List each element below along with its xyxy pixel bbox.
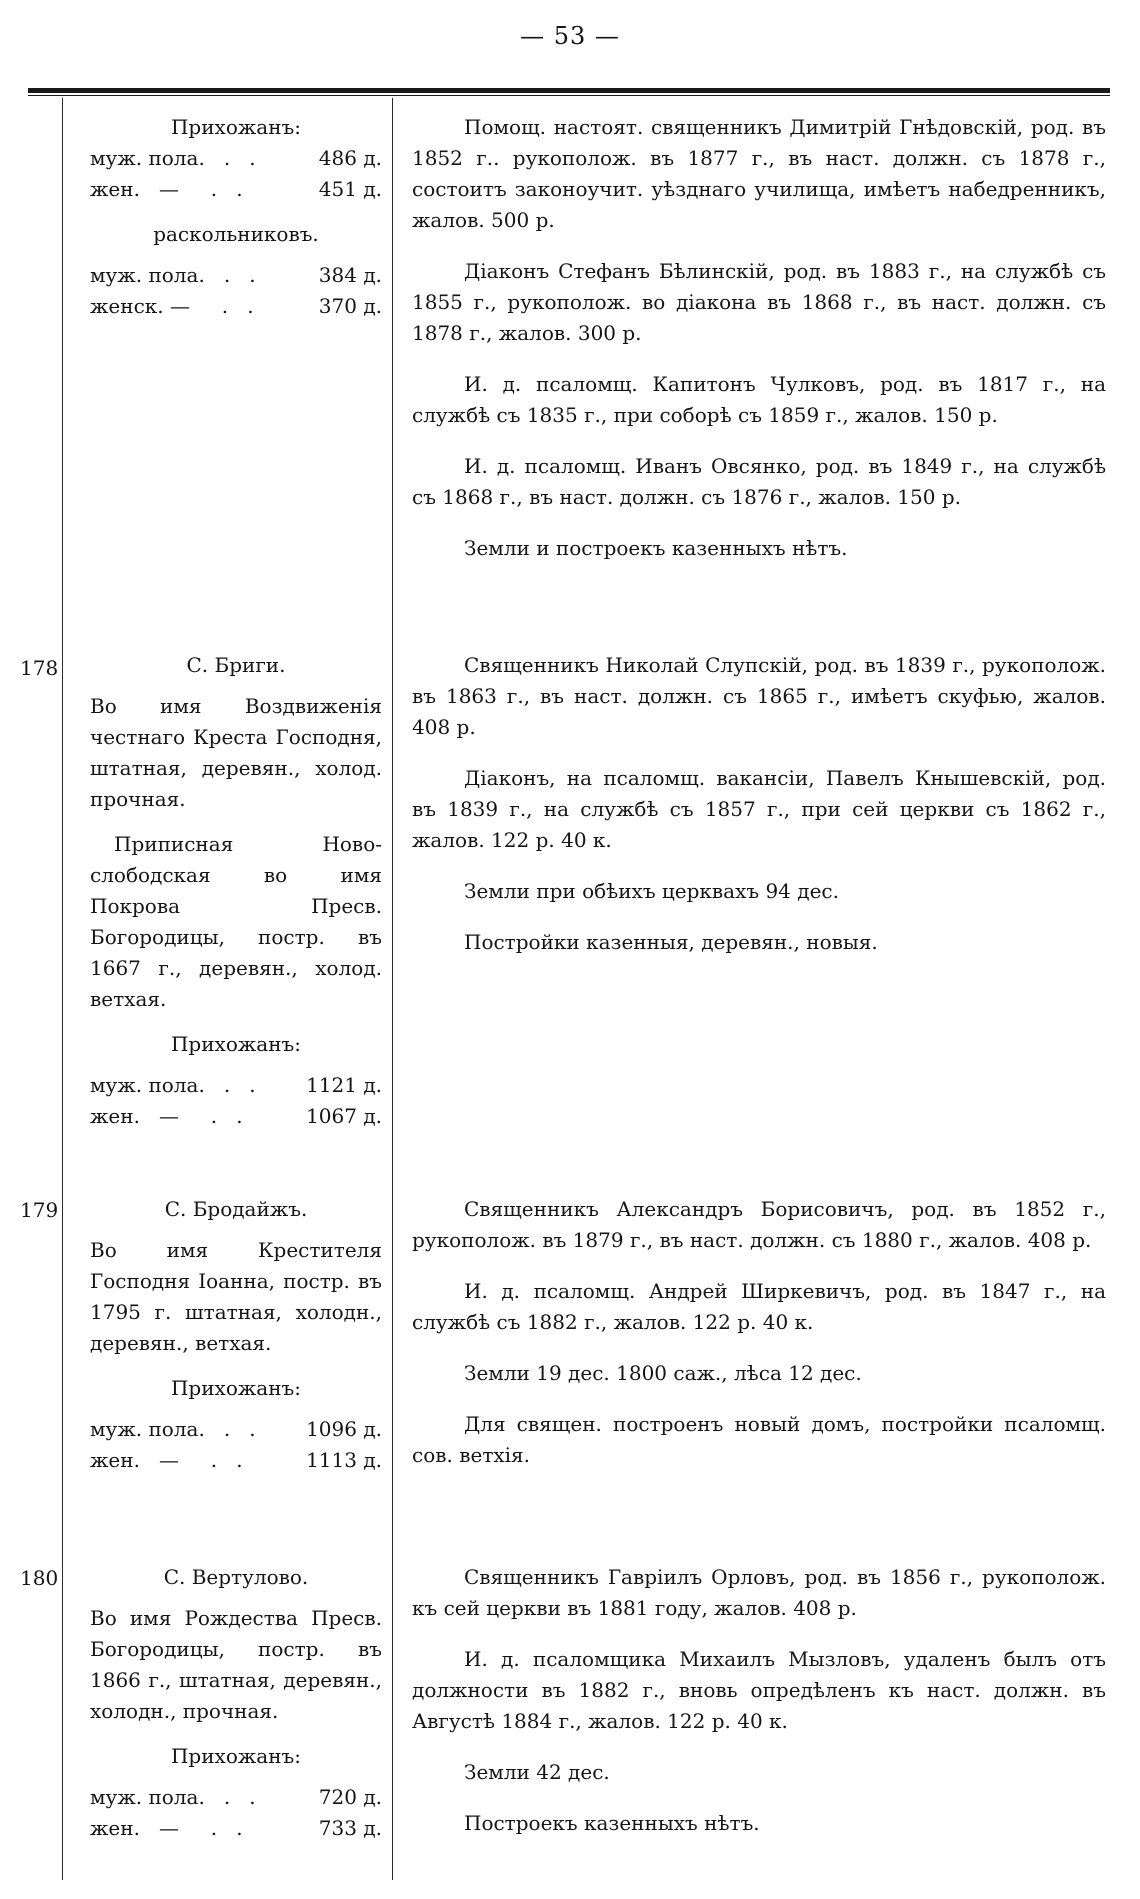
male-label: муж. пола. . . [90, 146, 256, 170]
clergy-paragraph: Священникъ Александръ Борисовичъ, род. въ 1852 г., рукополож. въ 1879 г., въ наст. должн. съ 1880 г., жалов. 408 р. [412, 1197, 1106, 1252]
church-description: Во имя Воздвиженія честнаго Креста Господня, штатная, деревян., холод. прочная. [90, 694, 382, 811]
schismatic-female-row [90, 291, 382, 322]
female-count-row [90, 1813, 382, 1844]
female-label: жен. — . . [90, 1816, 243, 1840]
male-count: 486 д. [318, 146, 382, 170]
clergy-paragraph: Помощ. настоят. священникъ Димитрій Гнѣдовскій, род. въ 1852 г.. рукополож. въ 1877 г., въ наст. должн. съ 1878 г., состоитъ законоучит. уѣзднаго училища, имѣетъ набедренникъ, жалов. 500 р. [412, 115, 1106, 232]
property-paragraph: Земли 42 дес. [464, 1760, 610, 1784]
schismatic-female-count: 370 д. [318, 294, 382, 318]
entry-180-left [90, 1562, 382, 1844]
village-name: С. Вертулово. [163, 1565, 309, 1589]
property-paragraph: Земли при обѣихъ церквахъ 94 дес. [464, 879, 839, 903]
female-count-row [90, 1445, 382, 1476]
male-count-row [90, 1414, 382, 1445]
property-paragraph: Постройки казенныя, деревян., новыя. [464, 930, 878, 954]
clergy-paragraph: Священникъ Гавріилъ Орловъ, род. въ 1856 г., рукополож. къ сей церкви въ 1881 году, жалов. 408 р. [412, 1565, 1106, 1620]
schismatics-heading: раскольниковъ. [153, 222, 319, 246]
female-count: 1067 д. [306, 1104, 382, 1128]
property-paragraph: Земли и построекъ казенныхъ нѣтъ. [464, 536, 848, 560]
entry-178-left [90, 650, 382, 1132]
clergy-paragraph: И. д. псаломщика Михаилъ Мызловъ, удаленъ былъ отъ должности въ 1882 г., вновь опредѣленъ къ наст. должн. въ Августѣ 1884 г., жалов. 122 р. 40 к. [412, 1647, 1106, 1733]
female-count: 1113 д. [306, 1448, 382, 1472]
property-paragraph: Для священ. построенъ новый домъ, постройки псаломщ. сов. ветхія. [412, 1412, 1106, 1467]
female-label: жен. — . . [90, 1104, 243, 1128]
clergy-paragraph: И. д. псаломщ. Иванъ Овсянко, род. въ 1849 г., на службѣ съ 1868 г., въ наст. должн. съ 1876 г., жалов. 150 р. [412, 454, 1106, 509]
schismatic-male-row [90, 260, 382, 291]
female-label: жен. — . . [90, 1448, 243, 1472]
schismatic-female-label: женск. — . . [90, 294, 254, 318]
church-description: Во имя Рождества Пресв. Богородицы, постр. въ 1866 г., штатная, деревян., холодн., прочная. [90, 1606, 382, 1723]
entry-continuation-right [412, 112, 1106, 584]
entry-180-right [412, 1562, 1106, 1859]
female-count: 733 д. [318, 1816, 382, 1840]
middle-column-rule [392, 98, 393, 1880]
parishioners-heading: Прихожанъ: [170, 115, 301, 139]
property-paragraph: Построекъ казенныхъ нѣтъ. [464, 1811, 760, 1835]
male-label: муж. пола. . . [90, 1785, 256, 1809]
female-count-row [90, 1101, 382, 1132]
schismatic-male-count: 384 д. [318, 263, 382, 287]
parishioners-heading: Прихожанъ: [170, 1032, 301, 1056]
male-count-row [90, 143, 382, 174]
clergy-paragraph: Діаконъ, на псаломщ. вакансіи, Павелъ Кнышевскій, род. въ 1839 г., на службѣ съ 1857 г., при сей церкви съ 1862 г., жалов. 122 р. 40 к. [412, 766, 1106, 852]
clergy-paragraph: Діаконъ Стефанъ Бѣлинскій, род. въ 1883 г., на службѣ съ 1855 г., рукополож. во діакона въ 1868 г., въ наст. должн. съ 1878 г., жалов. 300 р. [412, 259, 1106, 345]
village-name: С. Бродайжъ. [164, 1197, 308, 1221]
entry-number: 180 [20, 1566, 59, 1590]
left-column-rule [62, 98, 63, 1880]
female-label: жен. — . . [90, 177, 243, 201]
male-count-row [90, 1782, 382, 1813]
schismatic-male-label: муж. пола. . . [90, 263, 256, 287]
female-count: 451 д. [318, 177, 382, 201]
male-count: 1121 д. [306, 1073, 382, 1097]
property-paragraph: Земли 19 дес. 1800 саж., лѣса 12 дес. [464, 1361, 862, 1385]
header-rule [28, 88, 1110, 96]
male-count-row [90, 1070, 382, 1101]
page-number: — 53 — [520, 22, 620, 50]
entry-number: 179 [20, 1198, 59, 1222]
clergy-paragraph: И. д. псаломщ. Андрей Ширкевичъ, род. въ 1847 г., на службѣ съ 1882 г., жалов. 122 р. 40 к. [412, 1279, 1106, 1334]
parishioners-heading: Прихожанъ: [170, 1744, 301, 1768]
clergy-paragraph: И. д. псаломщ. Капитонъ Чулковъ, род. въ 1817 г., на службѣ съ 1835 г., при соборѣ съ 1859 г., жалов. 150 р. [412, 372, 1106, 427]
male-count: 720 д. [318, 1785, 382, 1809]
entry-179-right [412, 1194, 1106, 1491]
attached-church-description: Приписная Ново-слободская во имя Покрова Пресв. Богородицы, постр. въ 1667 г., деревян., холод. ветхая. [90, 832, 382, 1011]
parishioners-heading: Прихожанъ: [170, 1376, 301, 1400]
male-count: 1096 д. [306, 1417, 382, 1441]
entry-179-left [90, 1194, 382, 1476]
female-count-row [90, 174, 382, 205]
entry-continuation-left [90, 112, 382, 322]
clergy-paragraph: Священникъ Николай Слупскій, род. въ 1839 г., рукополож. въ 1863 г., въ наст. должн. съ 1865 г., имѣетъ скуфью, жалов. 408 р. [412, 653, 1106, 739]
male-label: муж. пола. . . [90, 1073, 256, 1097]
entry-178-right [412, 650, 1106, 978]
village-name: С. Бриги. [186, 653, 286, 677]
male-label: муж. пола. . . [90, 1417, 256, 1441]
church-description: Во имя Крестителя Господня Іоанна, постр. въ 1795 г. штатная, холодн., деревян., ветхая. [90, 1238, 382, 1355]
entry-number: 178 [20, 656, 59, 680]
